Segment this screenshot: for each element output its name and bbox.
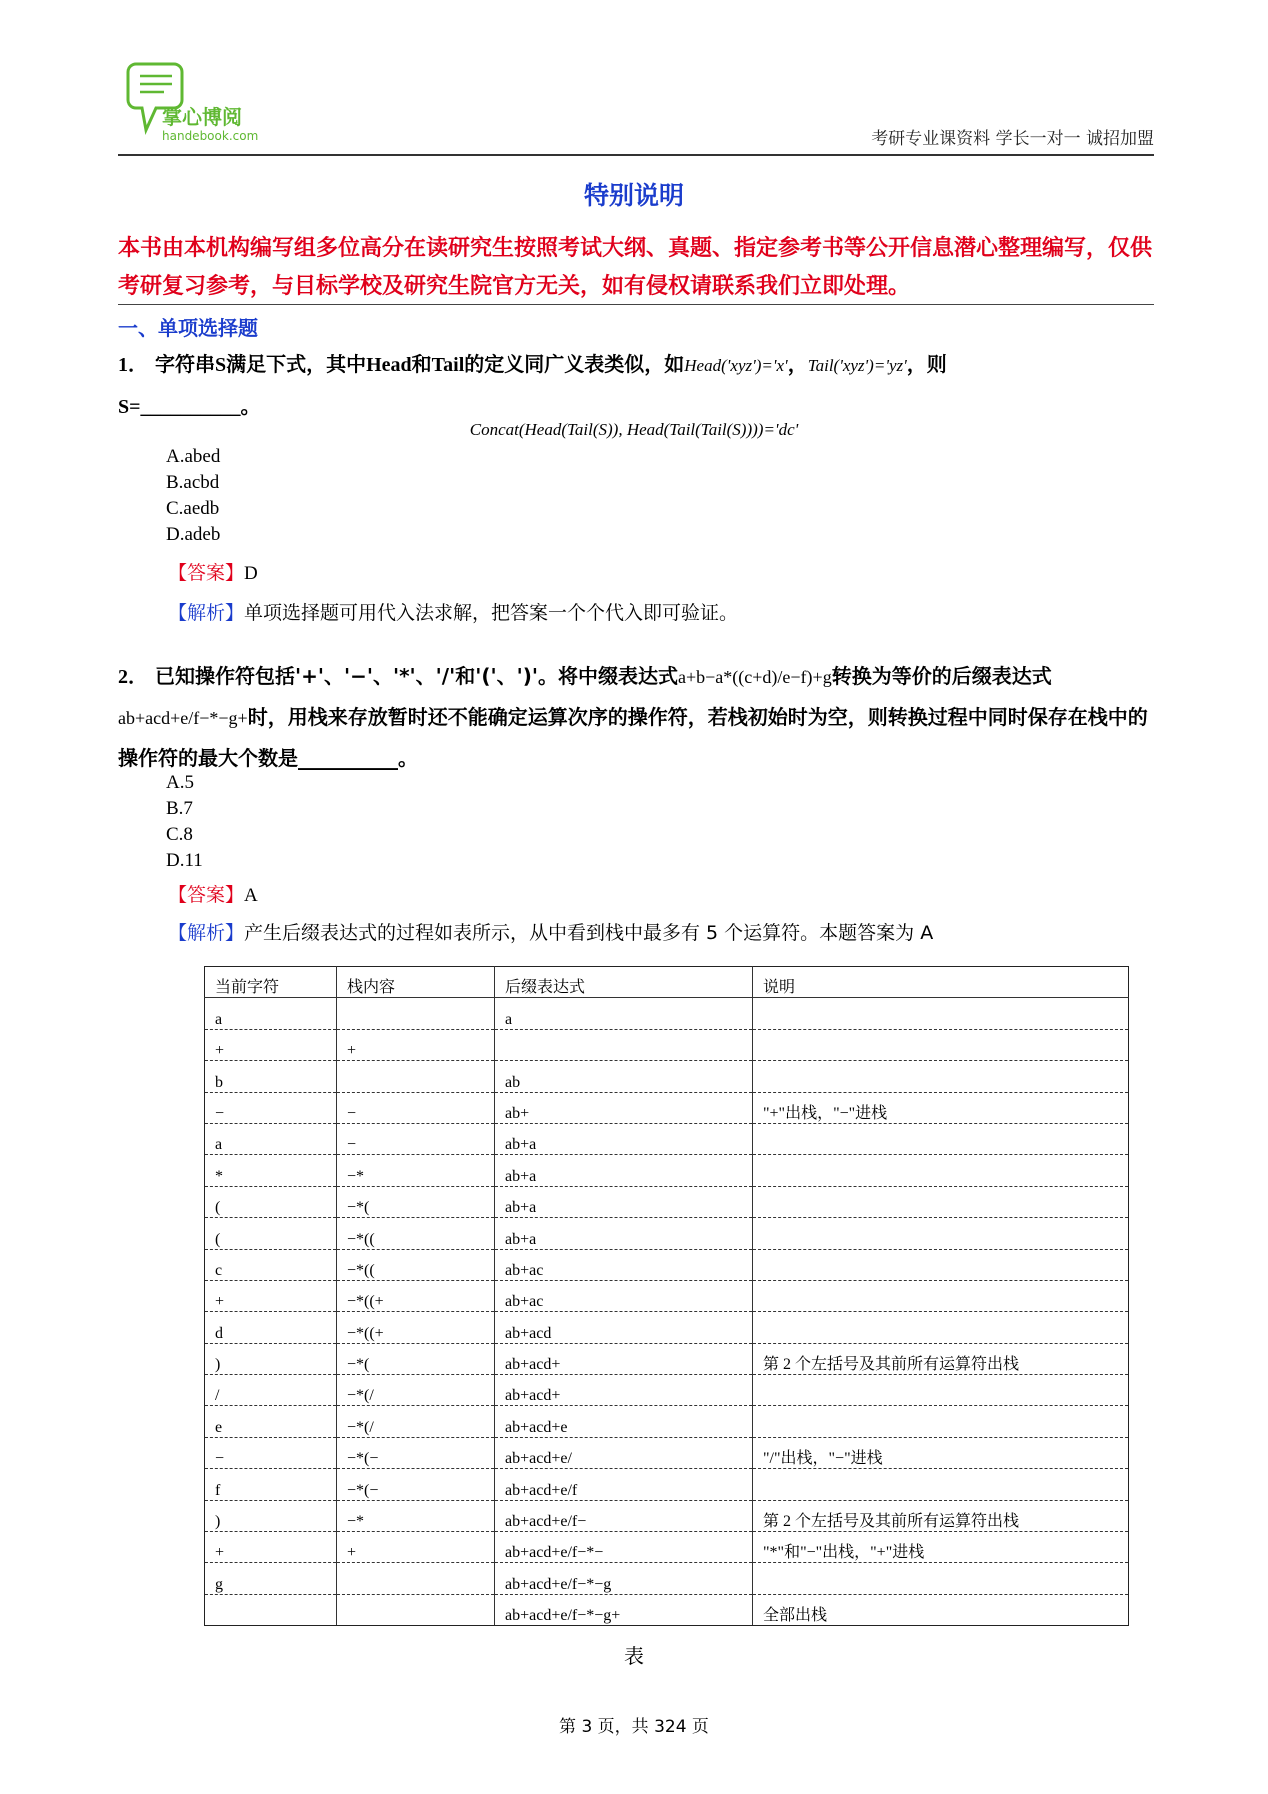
- table-row: [205, 1029, 1129, 1060]
- table-row: [205, 1218, 1129, 1249]
- question-number: 2．: [118, 666, 148, 688]
- table-cell: b: [205, 1061, 337, 1092]
- table-cell: −: [205, 1092, 337, 1123]
- table-cell: "+"出栈，"−"进栈: [753, 1092, 1129, 1123]
- table-cell: ab+acd: [495, 1312, 753, 1343]
- table-cell: ab+acd+e/f−*−g+: [495, 1594, 753, 1625]
- question-number: 1．: [118, 354, 148, 376]
- table-cell: /: [205, 1375, 337, 1406]
- table-row: [205, 998, 1129, 1029]
- table-row: [205, 1155, 1129, 1186]
- table-cell: −*((+: [337, 1280, 495, 1311]
- table-row: [205, 1280, 1129, 1311]
- table-cell: ab+a: [495, 1186, 753, 1217]
- table-row: [205, 1249, 1129, 1280]
- table-header-row: [205, 967, 1129, 998]
- table-cell: +: [205, 1029, 337, 1060]
- table-cell: g: [205, 1563, 337, 1594]
- analysis-text: 产生后缀表达式的过程如表所示，从中看到栈中最多有 5 个运算符。本题答案为 A: [244, 922, 934, 944]
- table-cell: [753, 1563, 1129, 1594]
- options-list: [166, 770, 203, 874]
- table-cell: −*((+: [337, 1312, 495, 1343]
- table-cell: 全部出栈: [753, 1594, 1129, 1625]
- table-cell: ): [205, 1500, 337, 1531]
- table-cell: ab+acd+e/f−*−: [495, 1532, 753, 1563]
- table-cell: [753, 1375, 1129, 1406]
- page-footer: 第 3 页，共 324 页: [559, 1717, 709, 1737]
- table-cell: [753, 1312, 1129, 1343]
- analysis: [168, 598, 738, 625]
- table-cell: ab+acd+e: [495, 1406, 753, 1437]
- table-cell: [337, 998, 495, 1029]
- answer: [168, 880, 258, 907]
- page-title: 特别说明: [583, 181, 684, 210]
- table-cell: [495, 1029, 753, 1060]
- copyright-notice: 本书由本机构编写组多位高分在读研究生按照考试大纲、真题、指定参考书等公开信息潜心整理编写，仅供考研复习参考，与目标学校及研究生院官方无关，如有侵权请联系我们立即处理。: [118, 236, 1153, 299]
- analysis-tag: 【解析】: [168, 922, 245, 944]
- question-2: 2． 已知操作符包括'+'、'−'、'*'、'/'和'('、')'。将中缀表达式a+b−a*((c+d)/e−f)+g转换为等价的后缀表达式 ab+acd+e/f−*−g+时，用栈来存放暂时还不能确定运算次序的操作符，若栈初始时为空，则转换过程中同时保存在栈中的操作符的最大个数是__________。: [118, 664, 1148, 770]
- table-cell: [753, 998, 1129, 1029]
- table-cell: ab: [495, 1061, 753, 1092]
- table-cell: [753, 1406, 1129, 1437]
- header-rule: [118, 154, 1154, 156]
- header-slogan: 考研专业课资料 学长一对一 诚招加盟: [871, 129, 1154, 149]
- table-cell: −*(−: [337, 1469, 495, 1500]
- analysis: [168, 918, 933, 945]
- table-cell: 第 2 个左括号及其前所有运算符出栈: [753, 1343, 1129, 1374]
- option: A.abed: [166, 446, 221, 467]
- table-header-cell: 后缀表达式: [495, 967, 753, 998]
- table-cell: −*(: [337, 1186, 495, 1217]
- conversion-table: [204, 966, 1129, 1626]
- table-cell: −*(/: [337, 1406, 495, 1437]
- logo-text: 掌心博阅: [162, 105, 242, 129]
- table-row: [205, 1061, 1129, 1092]
- table-cell: +: [337, 1029, 495, 1060]
- section-heading: 一、单项选择题: [118, 316, 258, 340]
- table-caption: 表: [624, 1644, 644, 1668]
- table-cell: −*: [337, 1155, 495, 1186]
- table-row: [205, 1469, 1129, 1500]
- table-cell: 第 2 个左括号及其前所有运算符出栈: [753, 1500, 1129, 1531]
- table-row: [205, 1406, 1129, 1437]
- table-cell: −*(: [337, 1343, 495, 1374]
- table-row: [205, 1092, 1129, 1123]
- option: C.8: [166, 824, 193, 845]
- table-cell: ab+a: [495, 1155, 753, 1186]
- table-cell: +: [205, 1280, 337, 1311]
- table-cell: [753, 1218, 1129, 1249]
- table-cell: −*(−: [337, 1437, 495, 1468]
- table-cell: ab+: [495, 1092, 753, 1123]
- option: A.5: [166, 772, 194, 793]
- table-cell: ab+acd+: [495, 1375, 753, 1406]
- options-list: [166, 444, 220, 548]
- table-cell: −*((: [337, 1218, 495, 1249]
- table-cell: "/"出栈，"−"进栈: [753, 1437, 1129, 1468]
- table-row: [205, 1375, 1129, 1406]
- table-row: [205, 1437, 1129, 1468]
- table-cell: −*: [337, 1500, 495, 1531]
- table-cell: −*((: [337, 1249, 495, 1280]
- table-cell: (: [205, 1186, 337, 1217]
- table-cell: −: [205, 1437, 337, 1468]
- table-cell: −*(/: [337, 1375, 495, 1406]
- table-cell: ab+ac: [495, 1249, 753, 1280]
- table-cell: c: [205, 1249, 337, 1280]
- table-cell: +: [337, 1532, 495, 1563]
- table-cell: −: [337, 1123, 495, 1154]
- analysis-tag: 【解析】: [168, 602, 245, 624]
- option: B.acbd: [166, 472, 220, 493]
- table-cell: a: [495, 998, 753, 1029]
- notice-rule: [118, 304, 1154, 305]
- table-cell: f: [205, 1469, 337, 1500]
- table-header-cell: 说明: [753, 967, 1129, 998]
- table-cell: ab+a: [495, 1123, 753, 1154]
- table-row: [205, 1186, 1129, 1217]
- table-header-cell: 栈内容: [337, 967, 495, 998]
- table-cell: ab+acd+e/f−*−g: [495, 1563, 753, 1594]
- table-cell: [753, 1249, 1129, 1280]
- option: B.7: [166, 798, 193, 819]
- option: C.aedb: [166, 498, 220, 519]
- table-cell: (: [205, 1218, 337, 1249]
- table-row: [205, 1594, 1129, 1625]
- table-cell: ab+acd+e/f−: [495, 1500, 753, 1531]
- table-cell: *: [205, 1155, 337, 1186]
- table-row: [205, 1312, 1129, 1343]
- table-row: [205, 1532, 1129, 1563]
- option: D.adeb: [166, 524, 221, 545]
- analysis-text: 单项选择题可用代入法求解，把答案一个个代入即可验证。: [244, 602, 739, 624]
- table-cell: ): [205, 1343, 337, 1374]
- table-cell: [753, 1123, 1129, 1154]
- answer-value: A: [244, 885, 258, 906]
- table-cell: [753, 1186, 1129, 1217]
- table-cell: −: [337, 1092, 495, 1123]
- table-cell: "*"和"−"出栈，"+"进栈: [753, 1532, 1129, 1563]
- table-cell: ab+a: [495, 1218, 753, 1249]
- table-cell: [753, 1469, 1129, 1500]
- answer: [168, 558, 258, 585]
- logo-url: handebook.com: [162, 129, 259, 143]
- table-cell: a: [205, 1123, 337, 1154]
- table-cell: [337, 1563, 495, 1594]
- answer-tag: 【答案】: [168, 562, 245, 584]
- table-cell: [753, 1280, 1129, 1311]
- table-cell: a: [205, 998, 337, 1029]
- table-cell: [337, 1061, 495, 1092]
- table-cell: [753, 1061, 1129, 1092]
- table-row: [205, 1563, 1129, 1594]
- table-row: [205, 1343, 1129, 1374]
- option: D.11: [166, 850, 203, 871]
- table-row: [205, 1500, 1129, 1531]
- question-1: 1． 字符串S满足下式，其中Head和Tail的定义同广义表类似，如Head('xyz')='x'，Tail('xyz')='yz'，则 S=__________。: [118, 352, 947, 418]
- table-cell: +: [205, 1532, 337, 1563]
- table-cell: ab+acd+e/: [495, 1437, 753, 1468]
- table-row: [205, 1123, 1129, 1154]
- table-header-cell: 当前字符: [205, 967, 337, 998]
- table-cell: d: [205, 1312, 337, 1343]
- table-cell: [753, 1029, 1129, 1060]
- formula: Concat(Head(Tail(S)), Head(Tail(Tail(S))))='dc': [469, 420, 799, 439]
- table-cell: ab+ac: [495, 1280, 753, 1311]
- table-cell: ab+acd+e/f: [495, 1469, 753, 1500]
- handebook-logo: [118, 58, 288, 148]
- table-cell: e: [205, 1406, 337, 1437]
- table-cell: [753, 1155, 1129, 1186]
- answer-value: D: [244, 563, 258, 584]
- table-cell: ab+acd+: [495, 1343, 753, 1374]
- answer-tag: 【答案】: [168, 884, 245, 906]
- table-cell: [337, 1594, 495, 1625]
- table-cell: [205, 1594, 337, 1625]
